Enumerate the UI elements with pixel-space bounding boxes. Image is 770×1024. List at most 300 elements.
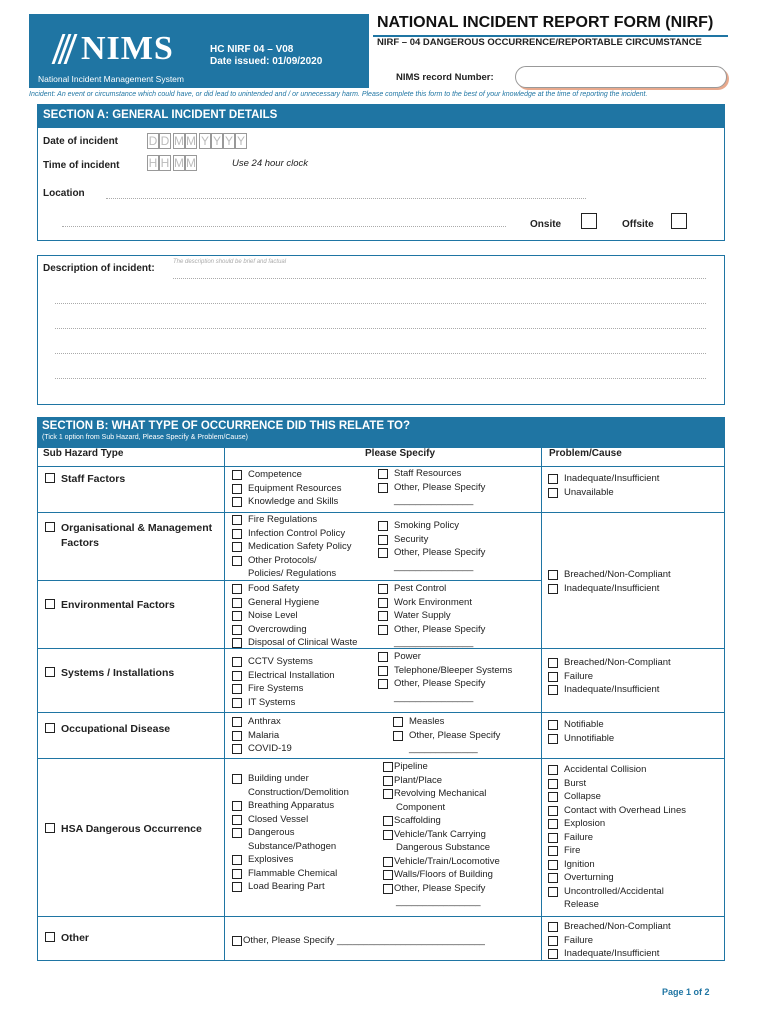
time-hint: Use 24 hour clock	[232, 158, 309, 169]
option-checkbox[interactable]	[378, 679, 388, 689]
option-checkbox[interactable]	[548, 873, 558, 883]
option-item[interactable]	[232, 934, 485, 948]
time-digit[interactable]: H	[160, 156, 170, 170]
option-label: Explosives	[248, 854, 294, 865]
option-item[interactable]	[232, 582, 357, 596]
description-line[interactable]	[55, 303, 706, 304]
option-item[interactable]	[548, 683, 671, 697]
option-checkbox[interactable]	[232, 855, 242, 865]
option-item[interactable]	[232, 540, 352, 554]
sub-hazard-label: HSA Dangerous Occurrence	[61, 823, 202, 835]
option-label: Contact with Overhead Lines	[564, 804, 686, 816]
description-line[interactable]	[173, 278, 706, 279]
description-line[interactable]	[55, 353, 706, 354]
option-label: Anthrax	[248, 716, 281, 727]
option-item[interactable]	[378, 533, 485, 547]
option-item[interactable]	[232, 880, 349, 894]
option-item[interactable]	[548, 831, 686, 845]
specify-blank[interactable]: _______________	[394, 560, 474, 572]
option-label: Inadequate/Insufficient	[564, 582, 660, 594]
option-checkbox[interactable]	[378, 598, 388, 608]
option-checkbox[interactable]	[232, 815, 242, 825]
grid-line	[37, 712, 725, 713]
specify-blank[interactable]: _______________	[394, 495, 474, 506]
option-item[interactable]	[378, 650, 512, 664]
option-checkbox[interactable]	[232, 657, 242, 667]
sub-hazard-label: Occupational Disease	[61, 723, 171, 735]
option-label: Failure	[564, 831, 594, 843]
option-checkbox[interactable]	[232, 638, 242, 648]
onsite-checkbox[interactable]	[581, 213, 597, 229]
option-checkbox[interactable]	[232, 470, 242, 480]
option-label: Food Safety	[248, 583, 300, 594]
option-label: Unavailable	[564, 486, 614, 498]
option-checkbox[interactable]	[548, 685, 558, 695]
option-label: Telephone/Bleeper Systems	[394, 664, 513, 676]
option-checkbox[interactable]	[548, 570, 558, 580]
option-label: Explosion	[564, 818, 606, 829]
sub-hazard-environmental[interactable]	[45, 598, 175, 613]
option-item[interactable]	[548, 947, 671, 961]
option-checkbox[interactable]	[232, 882, 242, 892]
option-item[interactable]	[232, 799, 349, 813]
option-item[interactable]	[548, 472, 659, 486]
option-item[interactable]	[548, 858, 686, 872]
option-checkbox[interactable]	[383, 830, 393, 840]
option-checkbox[interactable]	[383, 884, 393, 894]
option-label: Other, Please Specify ____________________________	[243, 935, 485, 946]
offsite-checkbox[interactable]	[671, 213, 687, 229]
problem-list	[548, 763, 686, 912]
option-checkbox[interactable]	[548, 779, 558, 789]
option-checkbox[interactable]	[548, 792, 558, 802]
section-b-title: SECTION B: WHAT TYPE OF OCCURRENCE DID THIS RELATE TO?	[42, 420, 410, 432]
sub-hazard-checkbox[interactable]	[45, 823, 55, 833]
sub-hazard-label: Systems / Installations	[61, 667, 175, 679]
option-label: Disposal of Clinical Waste	[248, 637, 358, 648]
option-item[interactable]	[548, 718, 614, 732]
option-checkbox[interactable]	[232, 625, 242, 635]
option-label: IT Systems	[248, 696, 296, 708]
location-line-1[interactable]	[106, 198, 586, 199]
sub-hazard-checkbox[interactable]	[45, 522, 55, 532]
option-checkbox[interactable]	[232, 731, 242, 741]
option-item[interactable]	[383, 787, 500, 801]
specify-list-b	[378, 582, 485, 650]
option-checkbox[interactable]	[548, 474, 558, 484]
option-checkbox[interactable]	[548, 922, 558, 932]
option-label: Pest Control	[394, 583, 447, 594]
option-item[interactable]	[232, 853, 349, 867]
offsite-label: Offsite	[622, 219, 654, 230]
option-item[interactable]	[383, 760, 500, 774]
date-digit[interactable]: Y	[224, 134, 233, 148]
specify-blank[interactable]: _______________	[394, 637, 474, 648]
specify-list-a	[232, 582, 357, 650]
option-item[interactable]	[548, 844, 686, 858]
option-item[interactable]	[378, 481, 485, 495]
option-item[interactable]	[378, 546, 485, 560]
org-name: National Incident Management System	[38, 74, 184, 84]
option-item[interactable]	[393, 729, 500, 743]
specify-list-a	[232, 715, 292, 756]
option-checkbox[interactable]	[393, 731, 403, 741]
specify-list-b	[378, 467, 485, 508]
option-label: Pipeline	[394, 761, 428, 772]
time-digit[interactable]: M	[174, 156, 184, 170]
option-item[interactable]	[232, 742, 292, 756]
specify-list-a	[232, 772, 349, 894]
option-item[interactable]	[393, 715, 500, 729]
option-label: Failure	[564, 670, 594, 682]
option-item[interactable]	[232, 813, 349, 827]
option-checkbox[interactable]	[378, 521, 388, 531]
option-label: Flammable Chemical	[248, 867, 338, 879]
option-item[interactable]	[383, 882, 500, 896]
option-item[interactable]	[378, 596, 485, 610]
option-item[interactable]	[383, 814, 500, 828]
option-label: Inadequate/Insufficient	[564, 684, 660, 695]
sub-hazard-hsa-dangerous[interactable]	[45, 822, 202, 837]
option-checkbox[interactable]	[232, 542, 242, 552]
section-a-title: SECTION A: GENERAL INCIDENT DETAILS	[37, 104, 725, 128]
option-label: Equipment Resources	[248, 482, 342, 494]
option-label: CCTV Systems	[248, 656, 313, 667]
option-checkbox[interactable]	[548, 765, 558, 775]
specify-list-a	[232, 655, 335, 709]
option-checkbox[interactable]	[548, 720, 558, 730]
option-label: Other Protocols/	[248, 554, 317, 566]
option-checkbox[interactable]	[548, 806, 558, 816]
option-checkbox[interactable]	[378, 548, 388, 558]
option-checkbox[interactable]	[378, 483, 388, 493]
option-checkbox[interactable]	[548, 488, 558, 498]
option-item[interactable]	[548, 656, 671, 670]
option-checkbox[interactable]	[232, 515, 242, 525]
option-label: Breached/Non-Compliant	[564, 569, 671, 580]
option-label: Infection Control Policy	[248, 527, 346, 539]
option-item[interactable]	[548, 568, 671, 582]
option-item[interactable]	[232, 696, 335, 710]
specify-list-a	[232, 513, 352, 581]
option-label: Fire Systems	[248, 683, 304, 694]
option-item[interactable]	[548, 920, 671, 934]
option-label: Malaria	[248, 729, 280, 741]
col-problem-header: Problem/Cause	[549, 448, 622, 459]
col-sub-hazard-header: Sub Hazard Type	[43, 448, 124, 459]
option-label: Overturning	[564, 872, 614, 883]
option-label: Building under	[248, 773, 309, 784]
option-checkbox[interactable]	[383, 789, 393, 799]
option-item[interactable]	[232, 669, 335, 683]
sub-hazard-checkbox[interactable]	[45, 599, 55, 609]
option-item[interactable]	[378, 582, 485, 596]
sub-hazard-systems[interactable]	[45, 666, 174, 681]
option-checkbox[interactable]	[232, 556, 242, 566]
option-label-continued: Policies/ Regulations	[248, 568, 337, 579]
option-checkbox[interactable]	[383, 762, 393, 772]
nims-logo	[55, 30, 174, 68]
option-item[interactable]	[232, 826, 349, 840]
option-label: Inadequate/Insufficient	[564, 948, 660, 959]
problem-list	[548, 472, 659, 499]
option-item[interactable]	[378, 519, 485, 533]
date-field[interactable]	[147, 133, 247, 149]
section-b-instruction: (Tick 1 option from Sub Hazard, Please Specify & Problem/Cause)	[42, 434, 248, 441]
option-checkbox[interactable]	[378, 584, 388, 594]
option-item[interactable]	[232, 527, 352, 541]
sub-hazard-label: Environmental Factors	[61, 599, 175, 611]
option-item[interactable]	[383, 828, 500, 842]
option-item[interactable]	[232, 482, 341, 496]
option-item[interactable]	[232, 468, 341, 482]
option-checkbox[interactable]	[232, 744, 242, 754]
option-label: Notifiable	[564, 719, 604, 730]
option-checkbox[interactable]	[548, 936, 558, 946]
option-item[interactable]	[232, 715, 292, 729]
option-item[interactable]	[232, 623, 357, 637]
time-field[interactable]	[147, 155, 197, 171]
problem-list	[548, 920, 671, 961]
option-checkbox[interactable]	[232, 869, 242, 879]
option-checkbox[interactable]	[548, 819, 558, 829]
option-checkbox[interactable]	[378, 652, 388, 662]
option-label-continued: Construction/Demolition	[248, 786, 349, 798]
option-checkbox[interactable]	[232, 484, 242, 494]
option-item[interactable]	[232, 729, 292, 743]
date-issued: Date issued: 01/09/2020	[210, 56, 323, 67]
option-item[interactable]	[383, 868, 500, 882]
option-item[interactable]	[548, 804, 686, 818]
form-code: HC NIRF 04 – V08	[210, 44, 294, 55]
option-checkbox[interactable]	[378, 666, 388, 676]
sub-hazard-checkbox[interactable]	[45, 667, 55, 677]
sub-hazard-other[interactable]	[45, 931, 89, 946]
option-label: Power	[394, 651, 421, 662]
option-checkbox[interactable]	[378, 469, 388, 479]
option-checkbox[interactable]	[232, 936, 242, 946]
specify-list-b	[378, 650, 512, 704]
option-checkbox[interactable]	[232, 529, 242, 539]
option-label: Breached/Non-Compliant	[564, 921, 671, 932]
incident-definition: Incident: An event or circumstance which could have, or did lead to unintended and / or unnecessary harm. Please complete this form to the best of your knowledge at the time of reporting the incident.	[29, 91, 648, 98]
option-label: Medication Safety Policy	[248, 541, 352, 552]
option-checkbox[interactable]	[548, 860, 558, 870]
option-item[interactable]	[378, 677, 512, 691]
option-item[interactable]	[232, 867, 349, 881]
description-line[interactable]	[55, 328, 706, 329]
option-label: Revolving Mechanical	[394, 788, 487, 799]
option-item[interactable]	[232, 636, 357, 650]
option-checkbox[interactable]	[548, 887, 558, 897]
option-item[interactable]	[548, 790, 686, 804]
option-label: Other, Please Specify	[394, 882, 486, 894]
option-label: Scaffolding	[394, 815, 441, 826]
date-digit[interactable]: M	[174, 134, 184, 148]
option-checkbox[interactable]	[548, 833, 558, 843]
option-item[interactable]	[548, 763, 686, 777]
option-checkbox[interactable]	[383, 870, 393, 880]
option-label: Measles	[409, 716, 445, 727]
option-checkbox[interactable]	[232, 828, 242, 838]
record-number-field[interactable]	[515, 66, 727, 88]
date-digit[interactable]: Y	[200, 134, 209, 148]
date-digit[interactable]: Y	[236, 134, 245, 148]
option-label: Vehicle/Tank Carrying	[394, 828, 486, 840]
sub-hazard-label: Staff Factors	[61, 473, 126, 485]
sub-hazard-checkbox[interactable]	[45, 473, 55, 483]
option-checkbox[interactable]	[393, 717, 403, 727]
option-checkbox[interactable]	[232, 584, 242, 594]
time-label: Time of incident	[43, 160, 120, 171]
option-label: Closed Vessel	[248, 813, 309, 825]
option-checkbox[interactable]	[548, 672, 558, 682]
option-item[interactable]	[548, 670, 671, 684]
option-item[interactable]	[383, 774, 500, 788]
option-checkbox[interactable]	[232, 611, 242, 621]
option-label: Competence	[248, 469, 302, 480]
option-checkbox[interactable]	[548, 949, 558, 959]
record-number-label: NIMS record Number:	[396, 72, 494, 83]
option-checkbox[interactable]	[548, 846, 558, 856]
sub-hazard-staff-factors[interactable]	[45, 472, 125, 487]
option-label: Plant/Place	[394, 774, 443, 786]
option-item[interactable]	[232, 682, 335, 696]
option-item[interactable]	[232, 596, 357, 610]
option-label-continued: Substance/Pathogen	[248, 840, 337, 852]
date-digit[interactable]: M	[186, 134, 196, 148]
option-item[interactable]	[383, 855, 500, 869]
option-item[interactable]	[378, 664, 512, 678]
col-specify-header: Please Specify	[365, 448, 436, 459]
section-b-header	[37, 417, 725, 448]
form-code-block	[210, 44, 322, 68]
option-item[interactable]	[232, 655, 335, 669]
onsite-label: Onsite	[530, 219, 562, 230]
grid-line	[37, 758, 725, 759]
option-item[interactable]	[232, 772, 349, 786]
option-label: Accidental Collision	[564, 764, 647, 775]
option-checkbox[interactable]	[548, 658, 558, 668]
specify-blank[interactable]: _______________	[394, 691, 474, 703]
option-label: Load Bearing Part	[248, 881, 325, 892]
specify-list-b	[383, 760, 500, 909]
option-label: Unnotifiable	[564, 732, 615, 744]
option-label: Failure	[564, 934, 594, 946]
option-item[interactable]	[548, 817, 686, 831]
sub-hazard-occupational-disease[interactable]	[45, 722, 170, 737]
sub-hazard-organisational[interactable]	[45, 521, 215, 551]
option-label: Breached/Non-Compliant	[564, 657, 671, 668]
option-checkbox[interactable]	[378, 535, 388, 545]
option-item[interactable]	[232, 554, 352, 568]
option-label: Collapse	[564, 791, 601, 802]
option-item[interactable]	[548, 777, 686, 791]
option-checkbox[interactable]	[383, 776, 393, 786]
option-checkbox[interactable]	[232, 698, 242, 708]
option-label: Work Environment	[394, 596, 472, 608]
option-label: Walls/Floors of Building	[394, 869, 493, 880]
sub-hazard-label: Other	[61, 932, 90, 944]
option-checkbox[interactable]	[232, 497, 242, 507]
option-label: Other, Please Specify	[394, 623, 486, 635]
option-label-continued: Component	[396, 801, 446, 813]
option-label: Uncontrolled/Accidental	[564, 885, 664, 897]
option-checkbox[interactable]	[232, 598, 242, 608]
time-digit[interactable]: M	[186, 156, 196, 170]
specify-blank[interactable]: ________________	[396, 896, 481, 907]
option-item[interactable]	[548, 582, 671, 596]
description-line[interactable]	[55, 378, 706, 379]
date-label: Date of incident	[43, 136, 119, 147]
sub-hazard-checkbox[interactable]	[45, 932, 55, 942]
option-label-continued: Release	[564, 899, 599, 910]
option-item[interactable]	[378, 609, 485, 623]
option-item[interactable]	[232, 495, 341, 509]
option-label: Breathing Apparatus	[248, 800, 335, 811]
date-digit[interactable]: Y	[212, 134, 221, 148]
option-label: Noise Level	[248, 610, 298, 621]
problem-list	[548, 568, 671, 595]
option-label: Water Supply	[394, 610, 451, 621]
sub-hazard-label: Organisational & Management Factors	[61, 522, 213, 549]
option-checkbox[interactable]	[232, 801, 242, 811]
location-line-2[interactable]	[62, 226, 506, 227]
option-label: Fire	[564, 845, 581, 856]
option-label: Fire Regulations	[248, 514, 318, 525]
option-checkbox[interactable]	[378, 611, 388, 621]
option-label: Vehicle/Train/Locomotive	[394, 855, 500, 867]
time-digit[interactable]: H	[148, 156, 158, 170]
problem-list	[548, 718, 614, 745]
option-checkbox[interactable]	[232, 774, 242, 784]
option-checkbox[interactable]	[383, 857, 393, 867]
page-number: Page 1 of 2	[662, 987, 710, 997]
option-item[interactable]	[548, 732, 614, 746]
option-label: Dangerous	[248, 827, 295, 838]
option-checkbox[interactable]	[232, 684, 242, 694]
option-label: Inadequate/Insufficient	[564, 473, 660, 484]
logo-text: NIMS	[81, 30, 174, 67]
option-checkbox[interactable]	[383, 816, 393, 826]
option-checkbox[interactable]	[232, 717, 242, 727]
description-label: Description of incident:	[43, 263, 155, 274]
option-checkbox[interactable]	[232, 671, 242, 681]
option-checkbox[interactable]	[548, 584, 558, 594]
option-item[interactable]	[232, 513, 352, 527]
option-label: Other, Please Specify	[394, 678, 486, 689]
option-item[interactable]	[548, 934, 671, 948]
option-item[interactable]	[548, 871, 686, 885]
option-label: Overcrowding	[248, 623, 307, 635]
option-item[interactable]	[378, 623, 485, 637]
sub-hazard-checkbox[interactable]	[45, 723, 55, 733]
option-item[interactable]	[232, 609, 357, 623]
option-label: Other, Please Specify	[394, 481, 486, 493]
option-item[interactable]	[548, 486, 659, 500]
option-checkbox[interactable]	[548, 734, 558, 744]
grid-line	[224, 448, 225, 961]
specify-blank[interactable]: _____________	[409, 743, 478, 754]
option-label: Staff Resources	[394, 468, 462, 479]
option-label: Security	[394, 533, 429, 545]
option-checkbox[interactable]	[378, 625, 388, 635]
date-digit[interactable]: D	[160, 134, 170, 148]
date-digit[interactable]: D	[148, 134, 158, 148]
option-item[interactable]	[548, 885, 686, 899]
grid-line	[37, 916, 725, 917]
option-item[interactable]	[378, 467, 485, 481]
